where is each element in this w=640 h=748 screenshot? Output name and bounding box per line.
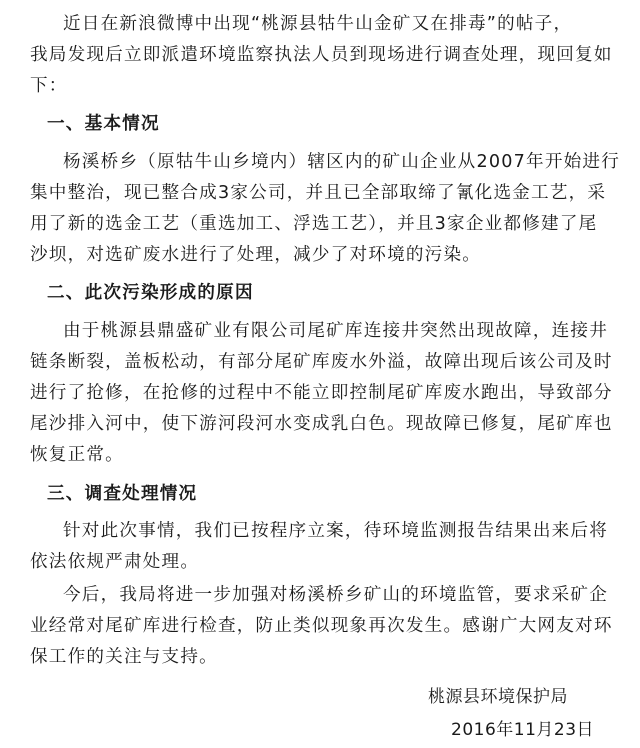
section-1-line-4: 沙坝，对选矿废水进行了处理，减少了对环境的污染。 xyxy=(30,245,482,265)
section-1-line-1: 杨溪桥乡（原牯牛山乡境内）辖区内的矿山企业从2007年开始进行 xyxy=(63,152,621,172)
section-3-line-2: 依法依规严肃处理。 xyxy=(30,552,200,572)
intro-line-1: 近日在新浪微博中出现“桃源县牯牛山金矿又在排毒”的帖子， xyxy=(63,14,573,34)
signature-org: 桃源县环境保护局 xyxy=(428,687,568,707)
section-1-line-3: 用了新的选金工艺（重选加工、浮选工艺），并且3家企业都修建了尾 xyxy=(30,214,598,234)
section-3-line-5: 保工作的关注与支持。 xyxy=(30,647,218,667)
section-1-line-2: 集中整治，现已整合成3家公司，并且已全部取缔了氰化选金工艺，采 xyxy=(30,183,607,203)
section-2-line-5: 恢复正常。 xyxy=(30,445,124,465)
section-heading-3: 三、调查处理情况 xyxy=(47,484,198,504)
section-heading-1: 一、基本情况 xyxy=(47,114,160,134)
section-2-line-2: 链条断裂，盖板松动，有部分尾矿库废水外溢，故障出现后该公司及时 xyxy=(30,352,613,372)
signature-date: 2016年11月23日 xyxy=(451,720,595,740)
section-2-line-3: 进行了抢修，在抢修的过程中不能立即控制尾矿库废水跑出，导致部分 xyxy=(30,383,613,403)
section-2-line-4: 尾沙排入河中，使下游河段河水变成乳白色。现故障已修复，尾矿库也 xyxy=(30,414,613,434)
section-3-line-4: 业经常对尾矿库进行检查，防止类似现象再次发生。感谢广大网友对环 xyxy=(30,616,613,636)
section-3-line-3: 今后，我局将进一步加强对杨溪桥乡矿山的环境监管，要求采矿企 xyxy=(63,585,609,605)
section-heading-2: 二、此次污染形成的原因 xyxy=(47,283,254,303)
intro-line-3: 下： xyxy=(30,76,68,96)
section-3-line-1: 针对此次事情，我们已按程序立案，待环境监测报告结果出来后将 xyxy=(63,521,609,541)
intro-line-2: 我局发现后立即派遣环境监察执法人员到现场进行调查处理，现回复如 xyxy=(30,45,613,65)
section-2-line-1: 由于桃源县鼎盛矿业有限公司尾矿库连接井突然出现故障，连接井 xyxy=(63,321,609,341)
